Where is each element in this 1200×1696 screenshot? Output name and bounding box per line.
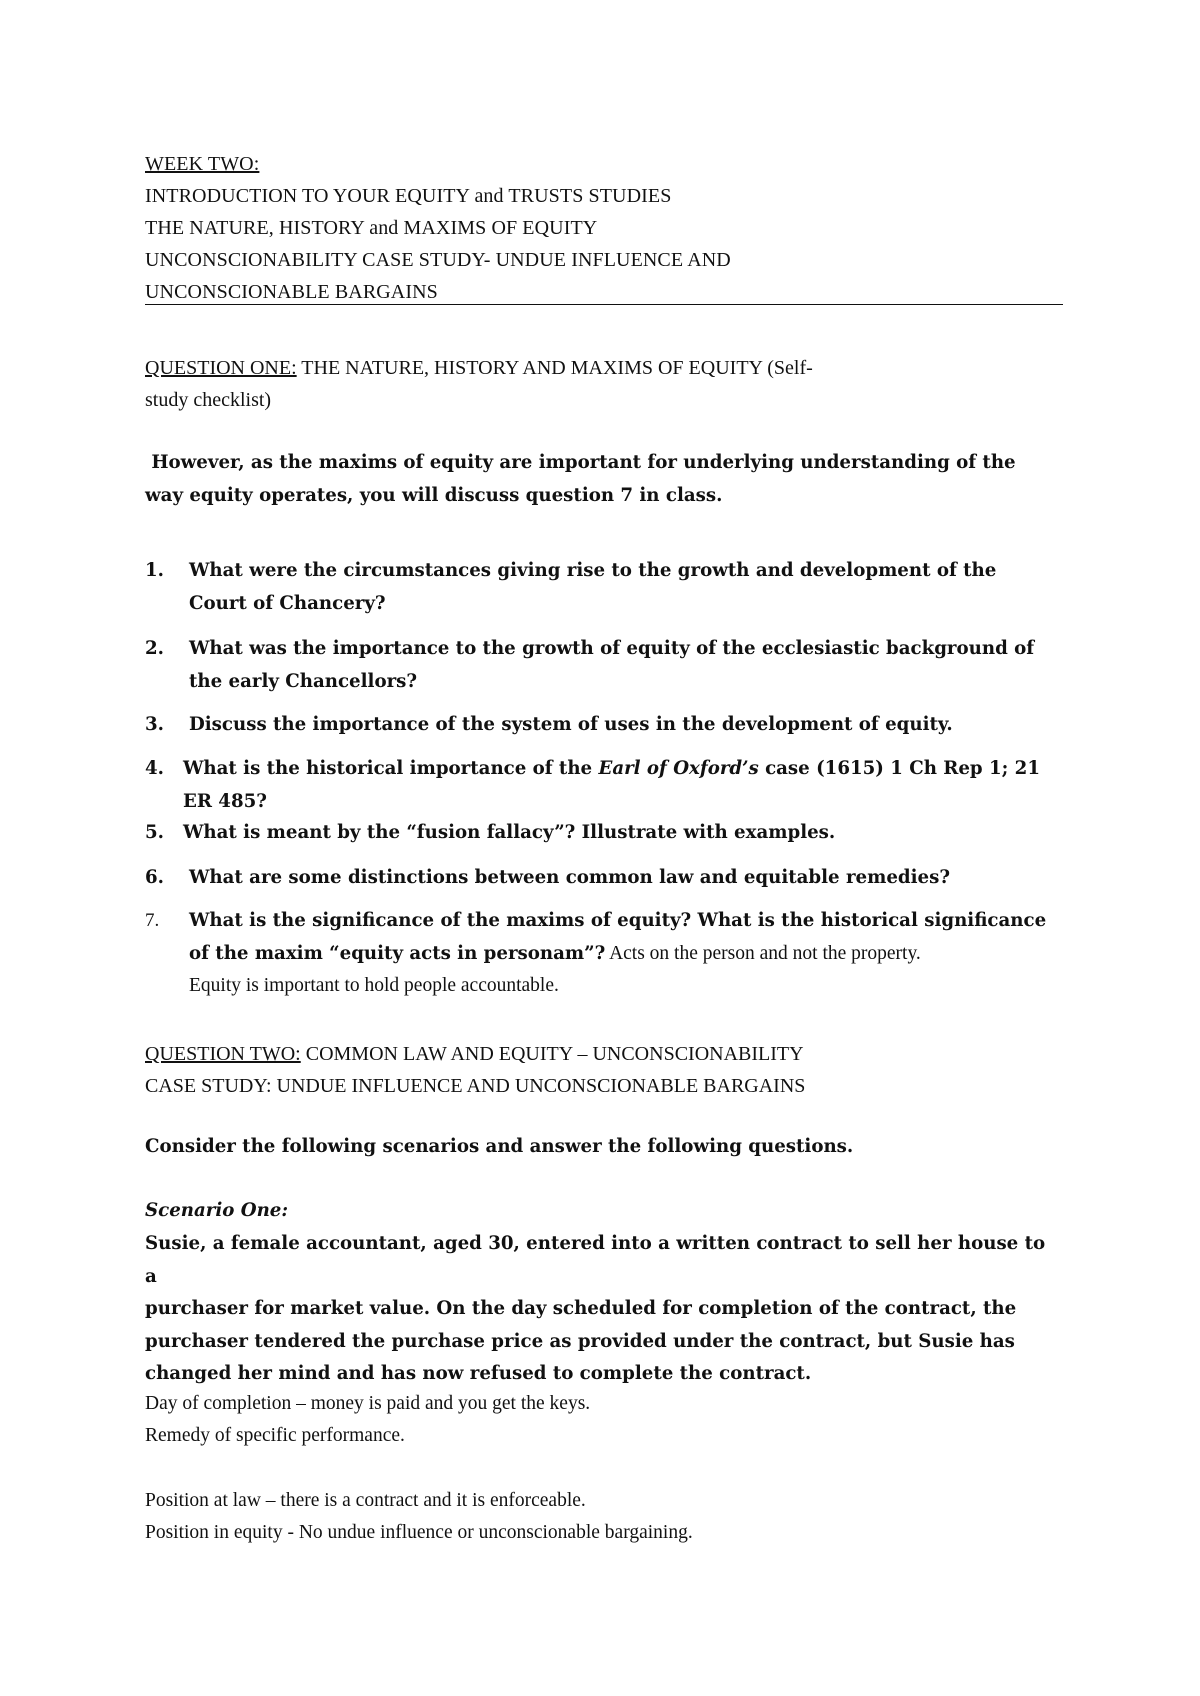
list-text <box>189 709 1063 742</box>
question-two-heading <box>145 1038 1063 1102</box>
list-text <box>183 817 1063 850</box>
list-text <box>183 753 1063 818</box>
scenario-line: purchaser tendered the purchase price as provided under the contract, but Susie has <box>145 1330 1015 1352</box>
notes-block-1 <box>145 1388 1063 1452</box>
document-header <box>145 148 1063 308</box>
case-study-title-line1: UNCONSCIONABILITY CASE STUDY- UNDUE INFLUENCE AND <box>145 249 731 271</box>
list-item <box>145 633 1063 698</box>
notes-block-2 <box>145 1485 1063 1549</box>
question-one-intro <box>145 447 1063 512</box>
list-item <box>145 862 1063 895</box>
question-two-label: QUESTION TWO: <box>145 1043 301 1065</box>
scenario-line: Susie, a female accountant, aged 30, entered into a written contract to sell her house to a <box>145 1233 1046 1287</box>
list-text-segment: What is the historical importance of the <box>183 758 599 779</box>
topic-title: THE NATURE, HISTORY and MAXIMS OF EQUITY <box>145 217 598 239</box>
list-line <box>183 753 1063 786</box>
scenario-text <box>145 1228 1063 1391</box>
list-number: 3. <box>145 714 164 735</box>
question-one-title-cont: study checklist) <box>145 389 272 411</box>
question-one-title: THE NATURE, HISTORY AND MAXIMS OF EQUITY (Self- <box>296 357 813 379</box>
question-two-title-cont: CASE STUDY: UNDUE INFLUENCE AND UNCONSCIONABLE BARGAINS <box>145 1075 806 1097</box>
list-line: What is the significance of the maxims of equity? What is the historical significance <box>189 910 1047 931</box>
list-line: Court of Chancery? <box>189 592 386 614</box>
list-text <box>189 905 1063 970</box>
note-line: Remedy of specific performance. <box>145 1425 405 1446</box>
list-line: What were the circumstances giving rise to the growth and development of the <box>189 560 997 581</box>
list-number: 7. <box>145 910 160 931</box>
list-number: 2. <box>145 638 164 659</box>
question-one-label: QUESTION ONE: <box>145 357 297 379</box>
case-study-title-line2: UNCONSCIONABLE BARGAINS <box>145 281 438 303</box>
course-title: INTRODUCTION TO YOUR EQUITY and TRUSTS STUDIES <box>145 185 672 207</box>
list-line: Discuss the importance of the system of uses in the development of equity. <box>189 714 953 735</box>
question-one-heading <box>145 352 1063 416</box>
list-number: 4. <box>145 758 164 779</box>
question-two-title: COMMON LAW AND EQUITY – UNCONSCIONABILITY <box>300 1043 804 1065</box>
list-text <box>189 555 1063 620</box>
list-item <box>145 817 1063 850</box>
list-text-segment: case (1615) 1 Ch Rep 1; 21 <box>758 758 1040 779</box>
intro-line: way equity operates, you will discuss question 7 in class. <box>145 484 723 506</box>
note-line: Position in equity - No undue influence or unconscionable bargaining. <box>145 1522 693 1543</box>
note-line: Day of completion – money is paid and you get the keys. <box>145 1393 591 1414</box>
question-two-instruction: Consider the following scenarios and answer the following questions. <box>145 1136 854 1157</box>
handwritten-note: Equity is important to hold people accountable. <box>189 975 559 996</box>
handwritten-note: Acts on the person and not the property. <box>605 942 921 964</box>
list-line: What was the importance to the growth of equity of the ecclesiastic background of <box>189 638 1035 659</box>
list-line: What are some distinctions between common law and equitable remedies? <box>189 867 951 888</box>
list-item <box>145 555 1063 620</box>
header-divider <box>145 304 1063 305</box>
list-number: 1. <box>145 560 164 581</box>
list-line: ER 485? <box>183 790 267 812</box>
week-heading: WEEK TWO: <box>145 153 260 175</box>
case-name: Earl of Oxford’s <box>598 758 759 779</box>
intro-line: However, as the maxims of equity are important for underlying understanding of the <box>145 452 1016 473</box>
list-line: What is meant by the “fusion fallacy”? Illustrate with examples. <box>183 822 836 843</box>
list-text <box>189 633 1063 698</box>
list-line <box>189 938 1063 971</box>
list-number: 5. <box>145 822 164 843</box>
scenario-heading: Scenario One: <box>145 1200 289 1221</box>
list-item <box>145 709 1063 742</box>
list-text-segment: of the maxim “equity acts in personam”? <box>189 942 606 964</box>
list-item <box>145 753 1063 818</box>
list-number: 6. <box>145 867 164 888</box>
list-text <box>189 862 1063 895</box>
list-item <box>145 905 1063 1003</box>
scenario-line: changed her mind and has now refused to complete the contract. <box>145 1363 812 1384</box>
list-line: the early Chancellors? <box>189 670 418 692</box>
scenario-line: purchaser for market value. On the day scheduled for completion of the contract, the <box>145 1298 1017 1319</box>
note-line: Position at law – there is a contract and it is enforceable. <box>145 1490 586 1511</box>
